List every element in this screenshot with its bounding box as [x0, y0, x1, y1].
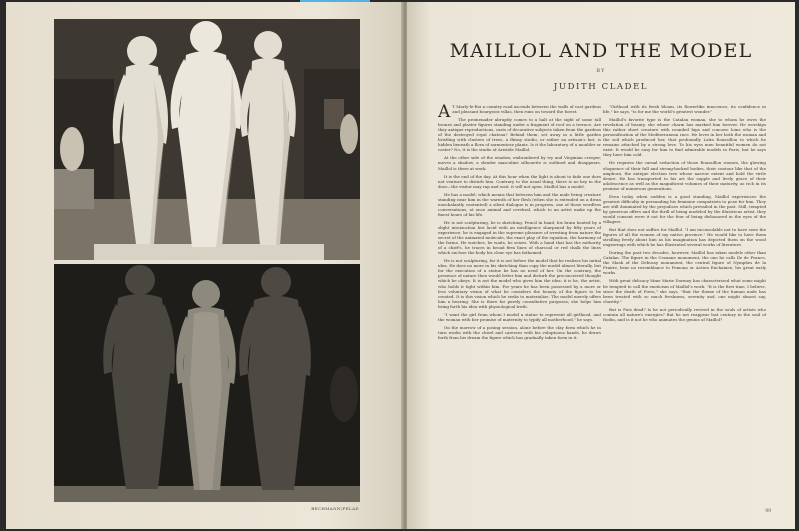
paragraph: During the past two decades, however, Maillol has taken models other than Catalan. The figure in the Cezanne monument, the one he calls Ile de France, the Mask of the Debussy monument, the central figure of Nymphes de la Prairie, bear no resemblance to Pomona or Action Enchainee, his great early works. [603, 250, 766, 276]
left-page [6, 2, 403, 529]
paragraph: He requires the carnal seduction of those Roussillon women, the glowing eloquence of their full and strong-backed bodies, their contour like that of the amphora, the antique election tree whose narrow extent and hold the virile desire. He has transported to his art the supple and lively grace of their adolescence as well as the magnificent volumes of their maturity, as rich in its promise of numerous generations. [603, 160, 766, 191]
paragraph: "I want the girl from whom I model a statue to represent all girlhood, and the woman with her promise of maternity to typify all motherhood," he says. [438, 311, 601, 322]
photo-sculptures-front [54, 19, 360, 260]
drop-cap: A [438, 104, 451, 122]
right-page [407, 2, 795, 529]
paragraph: But that does not suffice for Maillol. "I am inconsolable not to have seen the figures of all the women of my native province." He would like to have them strolling freely about him as his imagination has depicted them on the wood engravings with which he has illustrated several works of literature. [603, 227, 766, 248]
paragraph: A T Marly-le-Roi a country road ascends between the walls of vast gardens and pleasant bourgeois villas, then runs on toward the forest. [438, 104, 601, 122]
paragraph: He is not sculpturing, for it is not before the model that he realizes his initial idea. He does no more in his sketching than copy the model almost literally, but for the execution of a statue he has no need of her. On the contrary, the presence of nature then would fetter him and disturb the preconceived thought which he obeys. It is not the model who gives him the idea: it is he, the artist, who holds it tight within him. For years he has been possessed by a more or less voluntary vision of what he considers the beauty of the figure to be created. It is this vision which he seeks to materialize. The model merely offers him a bearing. She is there for purely consultative purposes; she helps him bring forth his idea with physiological truth. [438, 258, 601, 309]
open-book-spread [6, 2, 795, 529]
text-column-right [603, 104, 766, 504]
paragraph: Maillol's favorite type is the Catalan woman, she to whom he owes the revelation of beauty, she whose charm has marked him forever. He worships this rather short creature with rounded hips and concave loins who is the personification of the Mediterranean race. He loves in her both the woman and the soil which produced her, that profoundly Latin Roussillon to which he remains attached by a strong love. To his eyes men beautiful women do not exist. It would be easy for him to find admirable models in Paris, but he says they have him cold. [603, 117, 766, 158]
paragraph: Even today when sudden is a good standing, Maillol experiences the greatest difficulty in persuading his feminine compatriots to pose for him. They are still dominated by the prejudices which prevailed in the past. Still, tempted by generous offers and the thrill of being modeled by the illustrious artist, they would consent were it not for the fear of being dishonored in the eyes of the villagers. [603, 193, 766, 224]
paragraph: On the morrow of a posing session, alone before the clay form which he in turn works with the chisel and caresses with his voluptuous hands, he draws forth from his dream the figure which has gradually taken form in it. [438, 324, 601, 340]
paragraph: "Girlhood with its fresh bloom, its flowerlike innocence, its confidence in life," he says, "is for me the world's greatest wonder." [603, 104, 766, 115]
paragraph: But is Puis dead? Is he not periodically revived in the souls of artists who contain all nature's energies? But he not reappear last century in the soul of Rodin, and is it not he who animates the genius of Maillol? [603, 306, 766, 322]
photo-sculptures-shadow [54, 264, 360, 502]
paragraph: He is not sculpturing, he is sketching. Pencil in hand, his brain heated by a slight intoxication but lucid with an intelligence sharpened by fifty years of experience, he is engaged in the supreme pleasure of wresting from nature the secret of the animated molecule, the exact play of the equation, the harmony of the forms. He watches, he waits, he seizes. With a hand that has the authority of a chief's, he traces in broad firm lines of charcoal or red chalk the lines which enclose the body his clear eye has fathomed. [438, 219, 601, 256]
text-column-left [438, 104, 601, 504]
paragraph: The promenader abruptly comes to a halt at the sight of some tall bronze and plaster figures standing under a fragment of roof on a terrace. Are they antique reproductions, casts of decorative subjects taken from the gardens of the destroyed royal chateau? Behind them, set away in a little garden bristling with clusters of trees, a flimsy studio, or rather an artisan's hut, is hidden beneath a flora of sarmentose plants. Is it the laboratory of a moulder or caster? No, it is the studio of Aristide Maillol. [438, 117, 601, 153]
paragraph: It is the end of the day. At this hour when the light is about to fade one does not venture to disturb him. Contrary to the usual thing, there is no key in the door—the visitor may rap and wait, it will not open. Maillol has a model. [438, 173, 601, 189]
paragraph: He has a model, which means that between him and the nude living creature standing near him in the warmth of her flesh (when she is extended on a divan nonchalantly contented) a silent dialogue is in progress, one of those wordless conversations, at once animal and cerebral, which to an artist make up the finest hours of his life. [438, 191, 601, 217]
paragraph: At the other side of the window, embroidered by ivy and Virginian creeper, moves a shadow, a slender masculine silhouette is outlined and disappears. Maillol is there at work. [438, 155, 601, 171]
article-title: MAILLOL AND THE MODEL [449, 40, 753, 62]
sculptures-shadow-illustration [54, 264, 360, 502]
page-number: 99 [765, 509, 771, 514]
photo-credit: BECHMANN/PELAD [311, 506, 359, 511]
article-author: JUDITH CLADEL [553, 82, 649, 92]
paragraph: With great delicacy Mme Marie Dormoy has characterized what some might be tempted to call the exoticism of Maillol's work. "It is the first time, I believe, since the death of Puvis," she says, "that the theme of the human nude has been treated with so much freshness, serenity and, one might almost say, chastity." [603, 278, 766, 304]
byline-label: BY [596, 68, 606, 74]
sculptures-front-illustration [54, 19, 360, 260]
